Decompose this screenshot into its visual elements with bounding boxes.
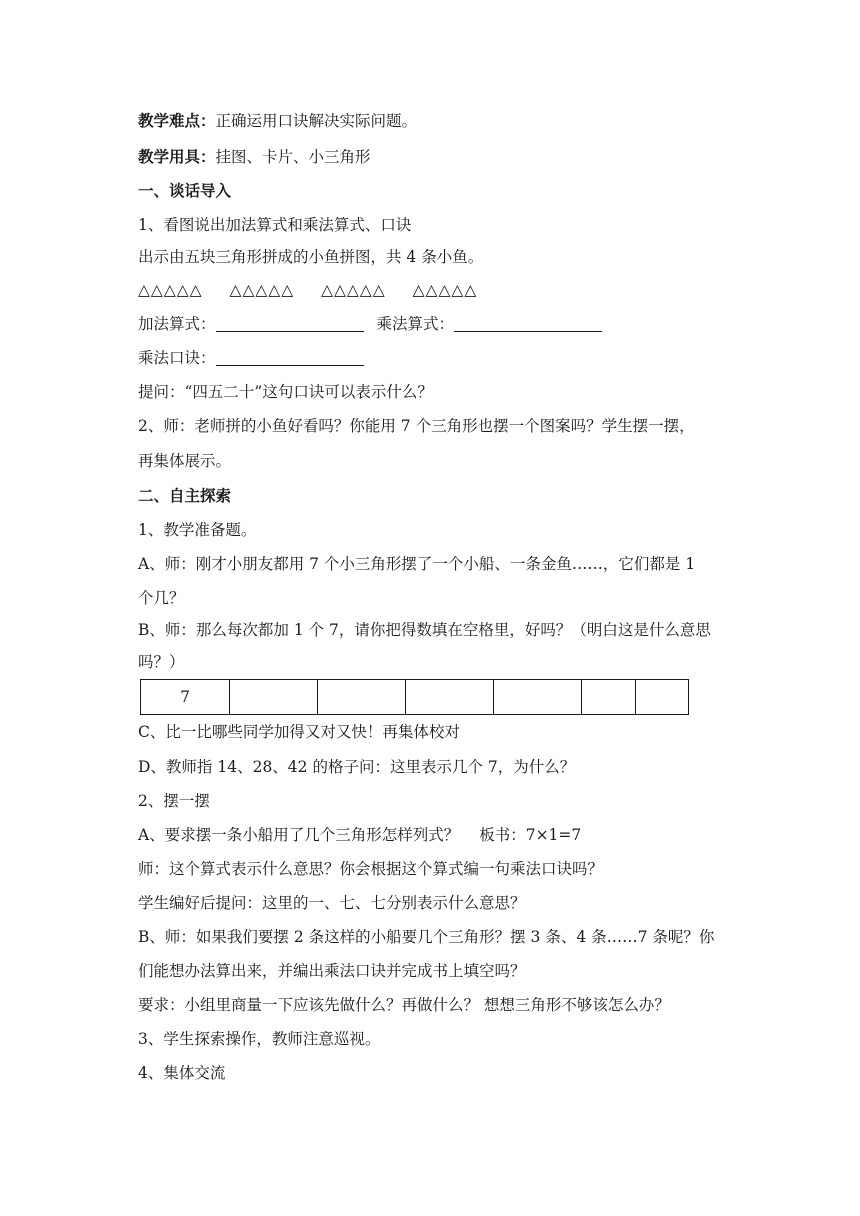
section2-item1: 1、教学准备题。 — [138, 521, 257, 539]
triangle-group: △△△△△ — [138, 281, 203, 299]
section2-a2: A、要求摆一条小船用了几个三角形怎样列式？ — [138, 826, 460, 844]
section2-b2-line2: 们能想办法算出来，并编出乘法口诀并完成书上填空吗？ — [138, 962, 526, 980]
section1-item2-line1: 2、师：老师拼的小鱼好看吗？你能用 7 个三角形也摆一个图案吗？学生摆一摆， — [138, 417, 695, 435]
triangle-group: △△△△△ — [412, 281, 478, 299]
grid-cell[interactable] — [406, 680, 494, 715]
section1-item1: 1、看图说出加法算式和乘法算式、口诀 — [138, 216, 412, 234]
student-question: 学生编好后提问：这里的一、七、七分别表示什么意思？ — [138, 894, 526, 912]
grid-cell[interactable] — [636, 680, 689, 715]
multiplication-blank[interactable] — [454, 315, 602, 332]
verse-line — [138, 347, 364, 369]
multiplication-label: 乘法算式： — [376, 315, 454, 333]
section2-b-line1: B、师：那么每次都加 1 个 7，请你把得数填在空格里，好吗？（明白这是什么意思 — [138, 621, 711, 639]
section2-item3: 3、学生探索操作，教师注意巡视。 — [138, 1030, 381, 1048]
section1-item2-line2: 再集体展示。 — [138, 452, 232, 470]
section2-a-line2: 个几？ — [138, 589, 185, 607]
difficulty-line — [138, 110, 417, 132]
section2-b-line2: 吗？） — [138, 653, 185, 671]
triangle-row — [138, 279, 499, 301]
tools-line — [138, 146, 371, 168]
requirement-line: 要求：小组里商量一下应该先做什么？再做什么？ 想想三角形不够该怎么办？ — [138, 996, 670, 1014]
section2-c: C、比一比哪些同学加得又对又快！再集体校对 — [138, 723, 460, 741]
grid-cell[interactable] — [582, 680, 636, 715]
section2-a-line1: A、师：刚才小朋友都用 7 个小三角形摆了一个小船、一条金鱼……，它们都是 1 — [138, 555, 696, 573]
grid-cell[interactable] — [318, 680, 406, 715]
addition-label: 加法算式： — [138, 315, 216, 333]
grid-cell[interactable] — [230, 680, 318, 715]
tools-text: 挂图、卡片、小三角形 — [215, 148, 371, 166]
formula-line — [138, 313, 602, 335]
grid-cell[interactable]: 7 — [141, 680, 230, 715]
verse-label: 乘法口诀： — [138, 349, 216, 367]
difficulty-text: 正确运用口诀解决实际问题。 — [215, 112, 418, 130]
difficulty-label: 教学难点： — [138, 111, 216, 130]
section2-title: 二、自主探索 — [138, 486, 232, 505]
triangle-group: △△△△△ — [229, 281, 295, 299]
verse-blank[interactable] — [216, 349, 364, 366]
tools-label: 教学用具： — [138, 147, 216, 166]
section2-a2-line — [138, 824, 581, 846]
question-line: 提问：“四五二十”这句口诀可以表示什么？ — [138, 383, 433, 401]
section2-item4: 4、集体交流 — [138, 1064, 226, 1082]
triangle-group: △△△△△ — [321, 281, 386, 299]
section1-title: 一、谈话导入 — [138, 181, 232, 200]
section2-d: D、教师指 14、28、42 的格子问：这里表示几个 7，为什么？ — [138, 758, 576, 776]
grid-cell[interactable] — [494, 680, 582, 715]
section2-item2: 2、摆一摆 — [138, 792, 210, 810]
addition-blank[interactable] — [216, 315, 364, 332]
fish-description: 出示由五块三角形拼成的小鱼拼图，共 4 条小鱼。 — [138, 248, 484, 266]
section2-b2-line1: B、师：如果我们要摆 2 条这样的小船要几个三角形？摆 3 条、4 条……7 条呢？你 — [138, 928, 715, 946]
teacher-question: 师：这个算式表示什么意思？你会根据这个算式编一句乘法口诀吗？ — [138, 860, 604, 878]
board-note: 板书：7×1=7 — [479, 826, 582, 844]
answer-grid — [140, 679, 689, 715]
